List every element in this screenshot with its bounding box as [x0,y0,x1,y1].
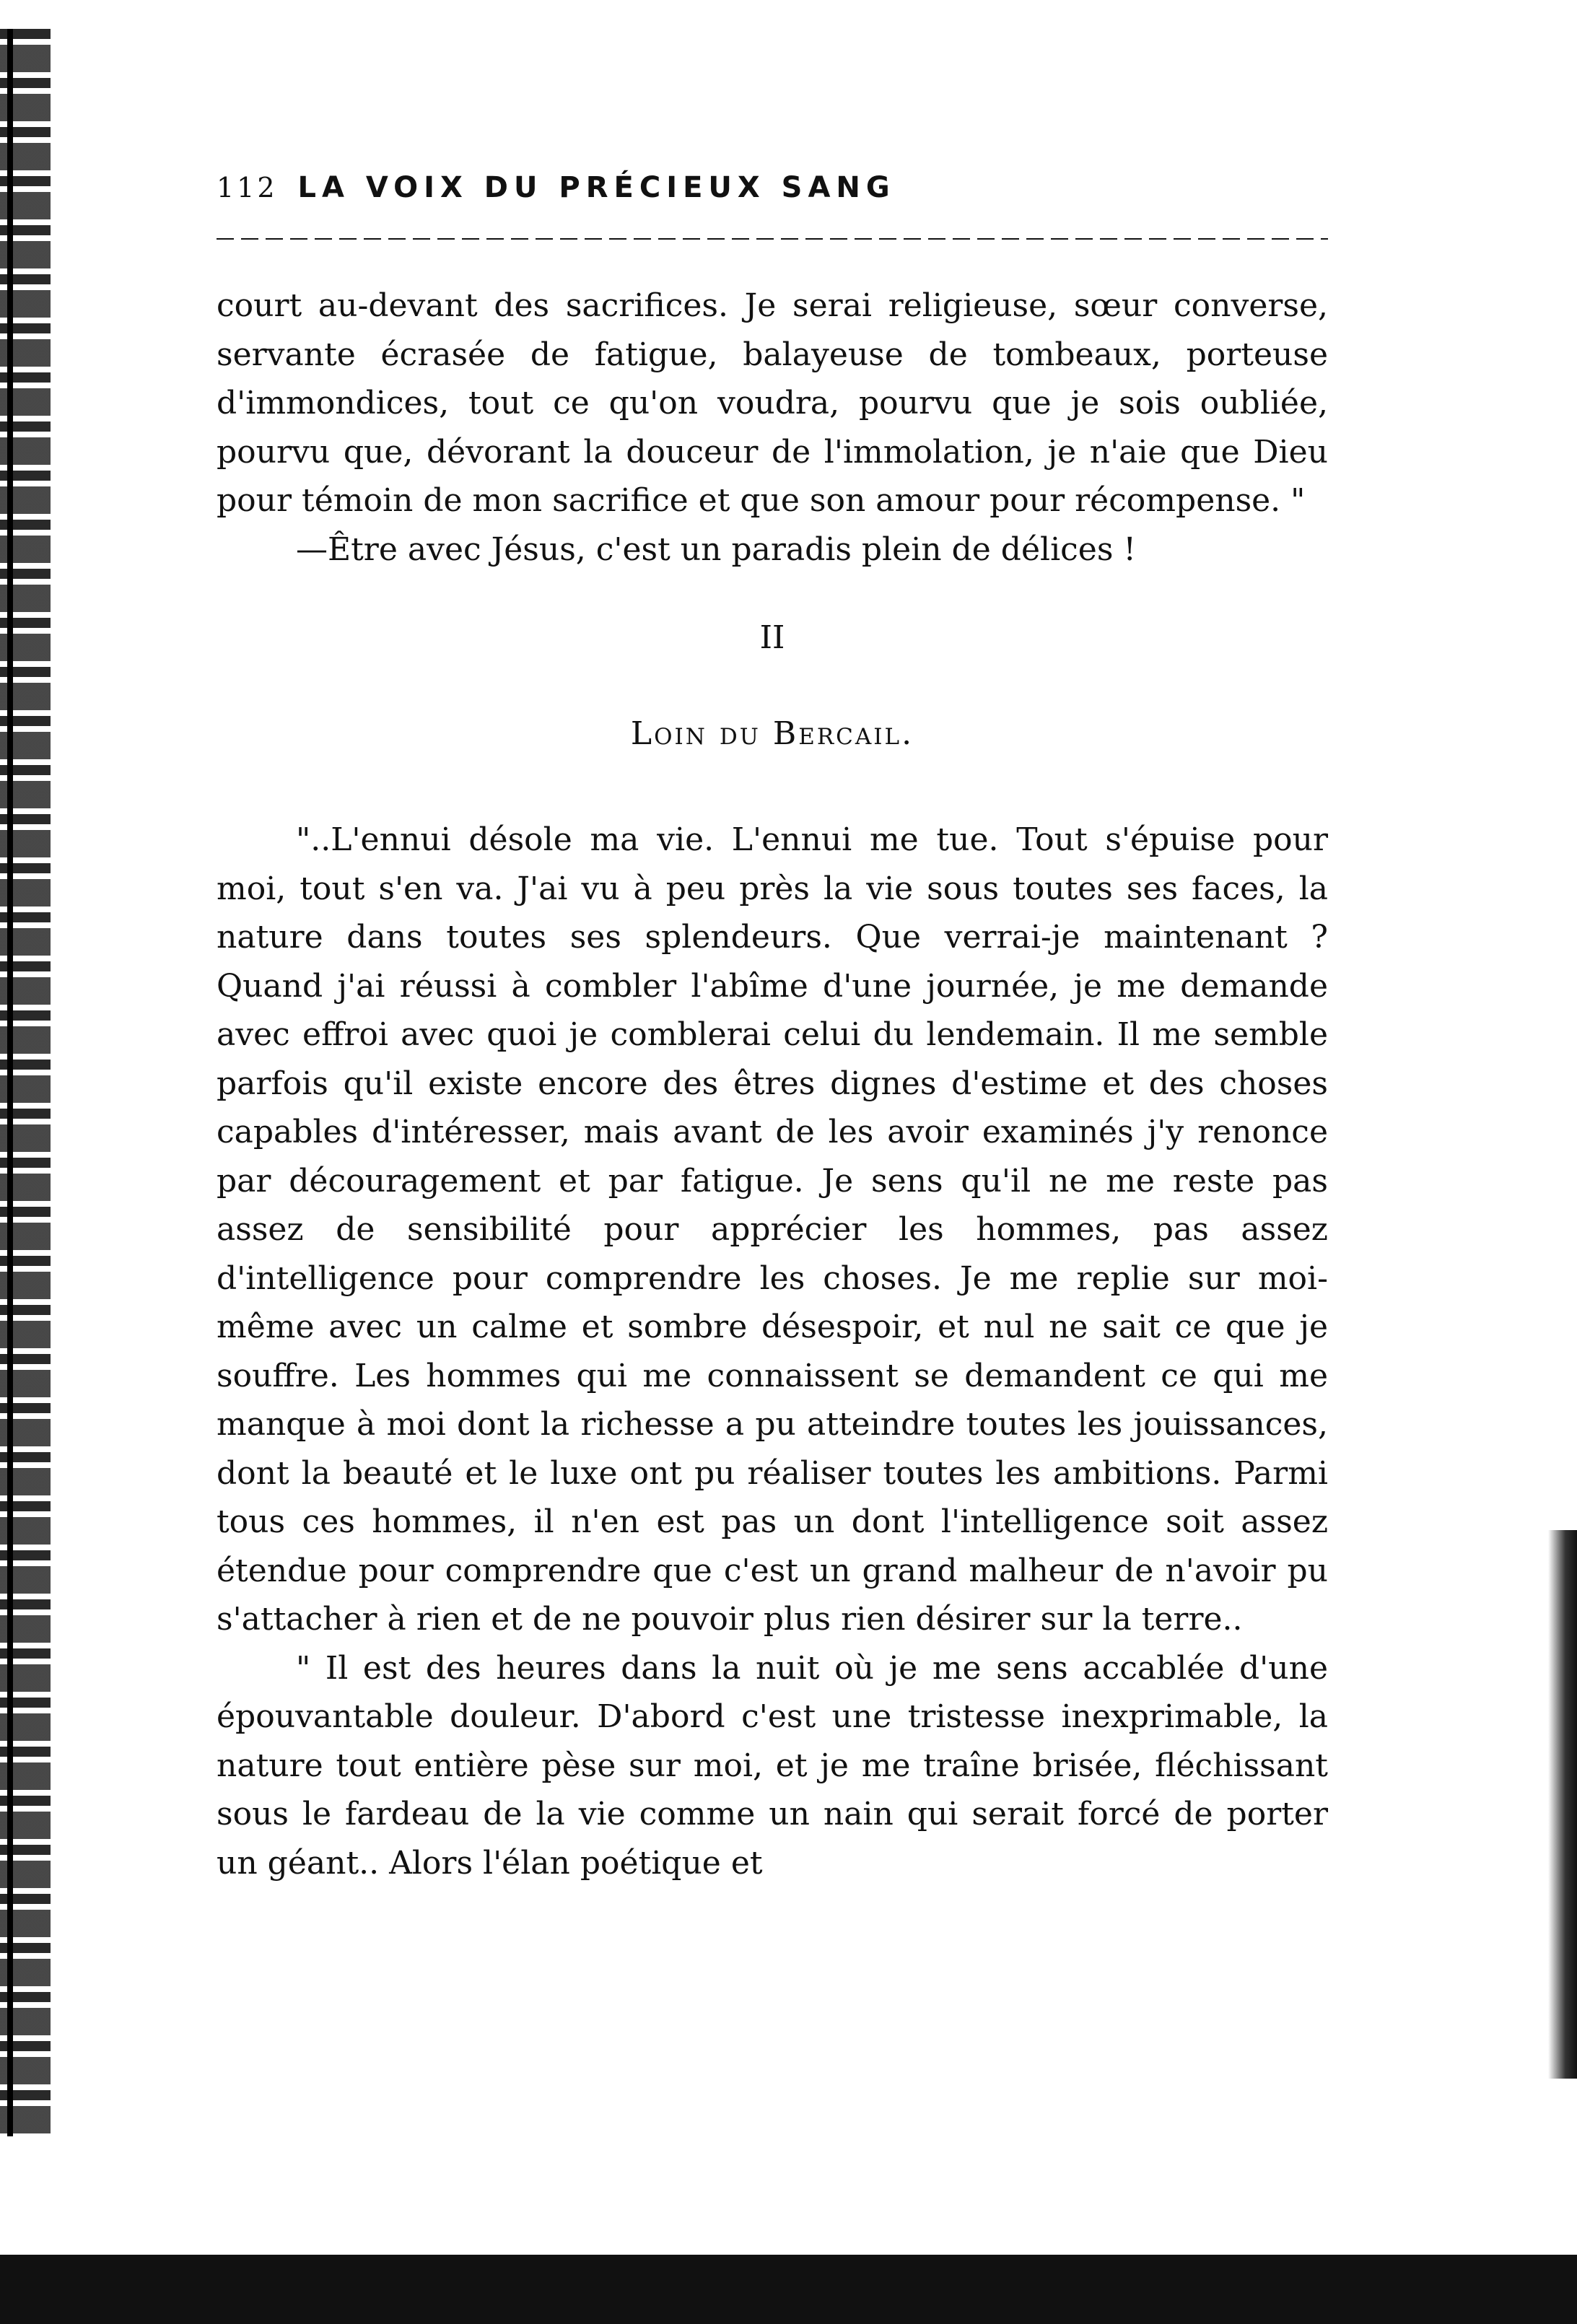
scan-bottom-bar [0,2255,1577,2324]
page-header [217,166,1328,209]
paragraph-2: —Être avec Jésus, c'est un paradis plein de délices ! [296,530,1137,568]
paragraph-3: "..L'ennui désole ma vie. L'ennui me tue. Tout s'épuise pour moi, tout s'en va. J'ai vu à peu près la vie sous toutes ses faces, la nature dans toutes ses splendeurs. Que verrai-je maintenant ? Quand j'ai réussi à combler l'abîme d'une journée, je me demande avec effroi avec quoi je comblerai celui du lendemain. Il me semble parfois qu'il existe encore des êtres dignes d'estime et des choses capables d'intéresser, mais avant de les avoir examinés j'y renonce par découragement et par fatigue. Je sens qu'il ne me reste pas assez de sensibilité pour apprécier les hommes, pas assez d'intelligence pour comprendre les choses. Je me replie sur moi-même avec un calme et sombre désespoir, et nul ne sait ce que je souffre. Les hommes qui me connaissent se demandent ce qui me manque à moi dont la richesse a pu atteindre toutes les jouissances, dont la beauté et le luxe ont pu réaliser toutes les ambitions. Parmi tous ces hommes, il n'en est pas un dont l'intelligence soit assez étendue pour comprendre que c'est un grand malheur de n'avoir pu s'attacher à rien et de ne pouvoir plus rien désirer sur la terre.. [217,821,1328,1638]
section-title: Loin du Bercail. [630,715,914,752]
paragraph-1: court au-devant des sacrifices. Je serai religieuse, sœur converse, servante écrasée de fatigue, balayeuse de tombeaux, porteuse d'immondices, tout ce qu'on voudra, pourvu que je sois oubliée, pourvu que, dévorant la douceur de l'immolation, je n'aie que Dieu pour témoin de mon sacrifice et que son amour pour récompense. " [217,287,1328,519]
running-title: LA VOIX DU PRÉCIEUX SANG [297,171,896,204]
page-body [217,281,1328,1887]
scan-right-edge-mark [1548,1530,1577,2079]
paragraph-4: " Il est des heures dans la nuit où je me sens accablée d'une épouvantable douleur. D'abord c'est une tristesse inexprimable, la nature tout entière pèse sur moi, et je me traîne brisée, fléchissant sous le fardeau de la vie comme un nain qui serait forcé de porter un géant.. Alors l'élan poétique et [217,1649,1328,1882]
scan-left-edge-line [7,29,13,2136]
section-number: II [759,619,785,656]
page-number: 112 [217,172,278,204]
header-rule [217,238,1328,240]
